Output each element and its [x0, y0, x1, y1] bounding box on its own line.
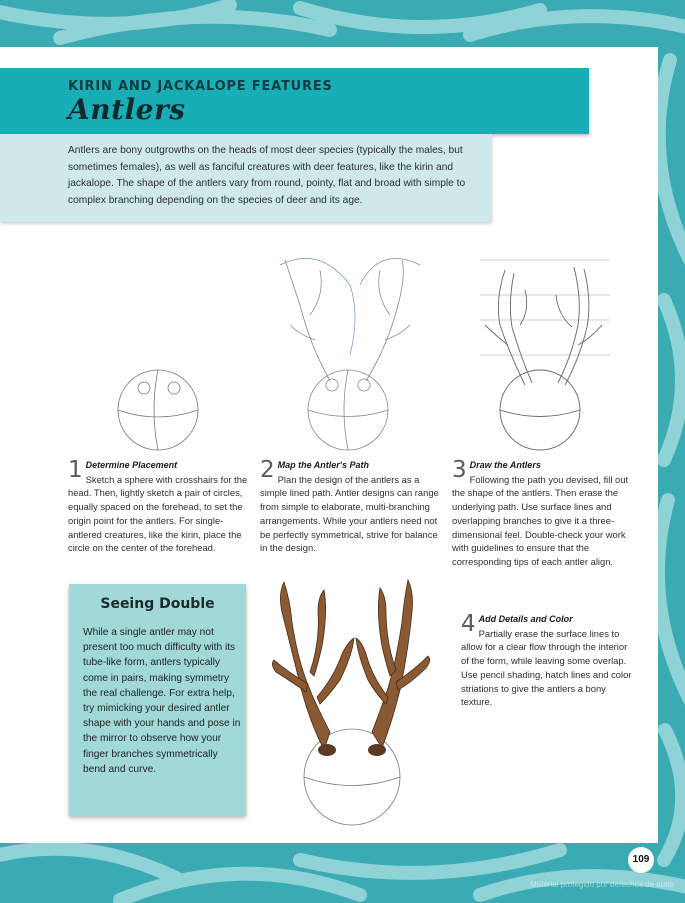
step-1-heading: Determine Placement [85, 460, 178, 470]
step-4 [461, 613, 633, 709]
page-number: 109 [628, 847, 654, 873]
step3-antler-outline-sketch [470, 255, 620, 455]
step-3-number: 3 [452, 457, 467, 483]
sidebar-title: Seeing Double [100, 596, 215, 612]
step-1 [68, 459, 248, 555]
step-4-heading: Add Details and Color [478, 614, 573, 624]
sidebar-body: While a single antler may not present too much difficulty with its tube-like form, antlers typically come in pairs, making symmetry the real challenge. For extra help, try mimicking your desired antler shape with your hands and pose in the mirror to observe how your finger branches symmetrically bend and curve. [83, 627, 241, 775]
step4-colored-antlers [262, 572, 442, 832]
step-2-number: 2 [260, 457, 275, 483]
step-4-number: 4 [461, 611, 476, 637]
step-3-text: Following the path you devised, fill out the shape of the antlers. Then erase the underlying path. Use surface lines and overlapping branches to give it a three-dimensional feel. Double-check your work with guidelines to ensure that the corresponding tips of each antler align. [452, 473, 629, 567]
step1-sphere-sketch [110, 360, 210, 460]
step-3 [452, 459, 632, 569]
step-2 [260, 459, 440, 555]
watermark: Material protegido por derechos de autor [530, 880, 675, 889]
step2-antler-path-sketch [270, 245, 430, 455]
step-2-heading: Map the Antler's Path [277, 460, 369, 470]
page-title: Antlers [68, 93, 186, 126]
step-1-text: Sketch a sphere with crosshairs for the head. Then, lightly sketch a pair of circles, equally spaced on the forehead, to set the origin point for the antlers. For single-antlered creatures, like the kirin, place the circle on the center of the forehead. [68, 473, 248, 554]
step-1-number: 1 [68, 457, 83, 483]
intro-paragraph: Antlers are bony outgrowths on the heads of most deer species (typically the males, but sometimes females), as well as fanciful creatures with deer features, like the kirin and jackalope. The shape of the antlers vary from round, pointy, flat and broad with simple to complex branching depending on the species of deer and its age. [68, 145, 466, 206]
step-3-heading: Draw the Antlers [469, 460, 541, 470]
step-4-text: Partially erase the surface lines to allow for a clear flow through the interior of the form, while leaving some overlap. Use pencil shading, hatch lines and color striations to give the antlers a bony texture. [461, 627, 632, 708]
section-kicker: KIRIN AND JACKALOPE FEATURES [68, 79, 333, 94]
step-2-text: Plan the design of the antlers as a simple lined path. Antler designs can range from simple to elaborate, multi-branching arrangements. While your antlers need not be perfectly symmetrical, strive for balance in the design. [260, 473, 439, 554]
